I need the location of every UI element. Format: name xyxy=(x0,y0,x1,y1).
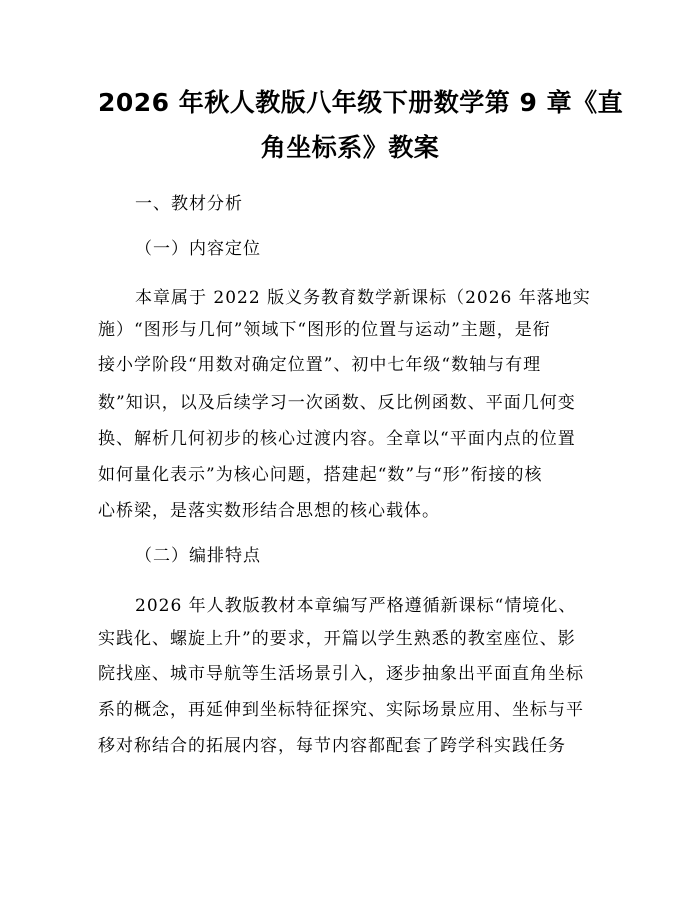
subsection-heading-arrangement-features: （二）编排特点 xyxy=(135,546,261,566)
paragraph-2-line-1: 2026 年人教版教材本章编写严格遵循新课标“情境化、 xyxy=(135,596,577,616)
paragraph-1-line-1: 本章属于 2022 版义务教育数学新课标（2026 年落地实 xyxy=(135,288,591,308)
subsection-heading-content-positioning: （一）内容定位 xyxy=(135,239,261,259)
paragraph-2-line-5: 移对称结合的拓展内容，每节内容都配套了跨学科实践任务 xyxy=(98,736,566,756)
document-title-line-1: 2026 年秋人教版八年级下册数学第 9 章《直 xyxy=(98,88,624,117)
paragraph-1-line-5: 换、解析几何初步的核心过渡内容。全章以“平面内点的位置 xyxy=(98,429,576,449)
paragraph-2-line-3: 院找座、城市导航等生活场景引入，逐步抽象出平面直角坐标 xyxy=(98,664,584,684)
paragraph-1-line-7: 心桥梁，是落实数形结合思想的核心载体。 xyxy=(98,501,440,521)
paragraph-1-line-2: 施）“图形与几何”领域下“图形的位置与运动”主题，是衔 xyxy=(98,320,551,340)
document-title-line-2: 角坐标系》教案 xyxy=(260,133,440,162)
paragraph-2-line-4: 系的概念，再延伸到坐标特征探究、实际场景应用、坐标与平 xyxy=(98,700,584,720)
paragraph-2-line-2: 实践化、螺旋上升”的要求，开篇以学生熟悉的教室座位、影 xyxy=(98,629,576,649)
section-heading-materials-analysis: 一、教材分析 xyxy=(135,194,243,214)
paragraph-1-line-6: 如何量化表示”为核心问题，搭建起“数”与“形”衔接的核 xyxy=(98,465,543,485)
paragraph-1-line-3: 接小学阶段“用数对确定位置”、初中七年级“数轴与有理 xyxy=(98,355,542,375)
paragraph-1-line-4: 数”知识，以及后续学习一次函数、反比例函数、平面几何变 xyxy=(98,393,576,413)
